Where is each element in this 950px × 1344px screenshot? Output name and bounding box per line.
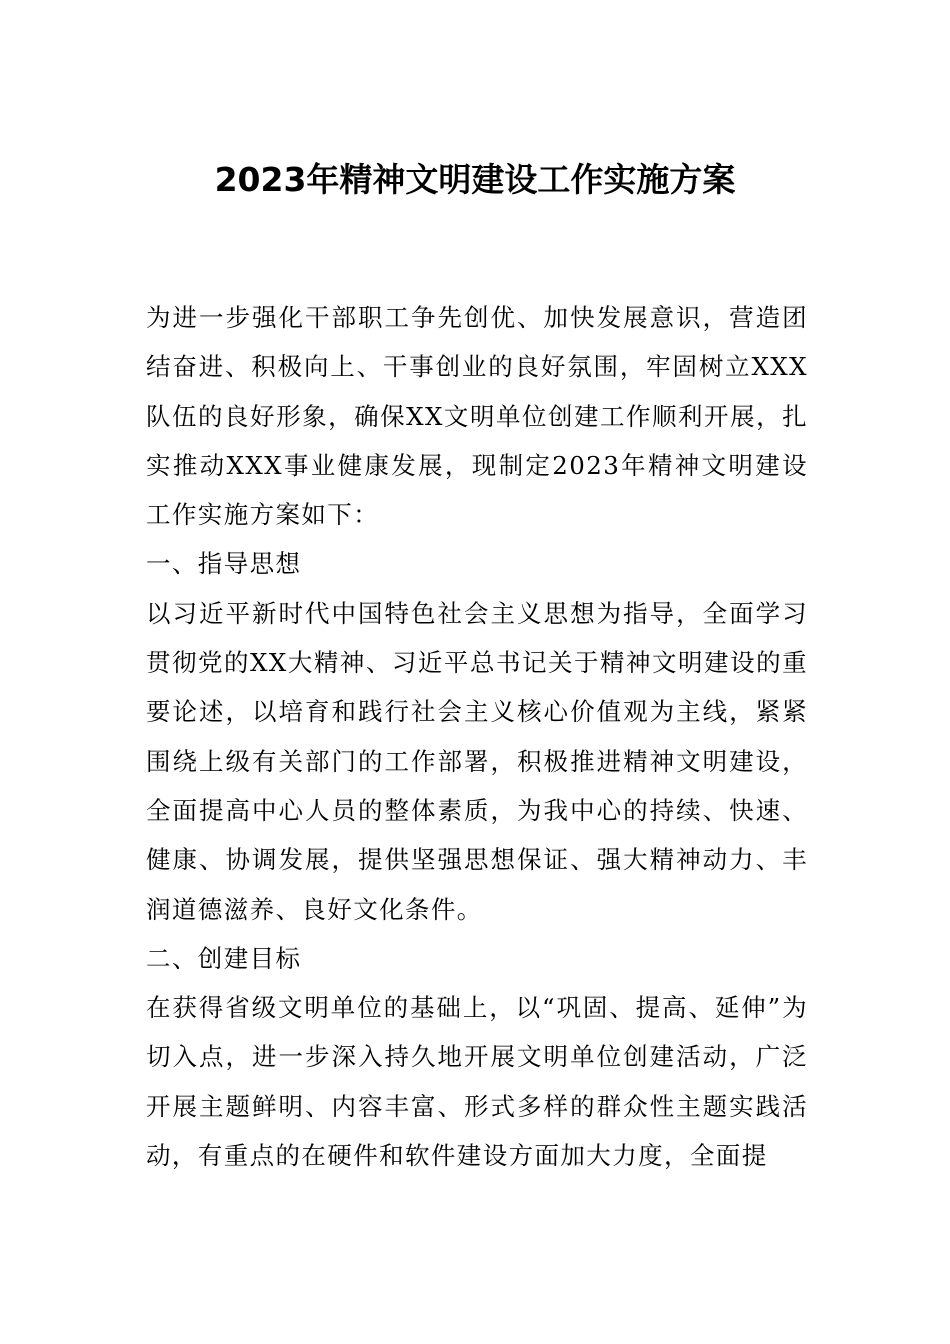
- document-body: [146, 293, 808, 1180]
- section-heading-guiding-ideology: 一、指导思想: [146, 549, 302, 579]
- document-title: 2023年精神文明建设工作实施方案: [214, 160, 736, 199]
- goals-paragraph: 在获得省级文明单位的基础上，以“巩固、提高、延伸”为切入点，进一步深入持久地开展文明单位创建活动，广泛开展主题鲜明、内容丰富、形式多样的群众性主题实践活动，有重点的在硬件和软件建设方面加大力度，全面提: [146, 993, 808, 1171]
- intro-paragraph: 为进一步强化干部职工争先创优、加快发展意识，营造团结奋进、积极向上、干事创业的良好氛围，牢固树立XXX队伍的良好形象，确保XX文明单位创建工作顺利开展，扎实推动XXX事业健康发展，现制定2023年精神文明建设工作实施方案如下：: [146, 303, 808, 530]
- section-heading-goals: 二、创建目标: [146, 943, 302, 973]
- guiding-ideology-paragraph: 以习近平新时代中国特色社会主义思想为指导，全面学习贯彻党的XX大精神、习近平总书记关于精神文明建设的重要论述，以培育和践行社会主义核心价值观为主线，紧紧围绕上级有关部门的工作部署，积极推进精神文明建设，全面提高中心人员的整体素质，为我中心的持续、快速、健康、协调发展，提供坚强思想保证、强大精神动力、丰润道德滋养、良好文化条件。: [146, 598, 808, 924]
